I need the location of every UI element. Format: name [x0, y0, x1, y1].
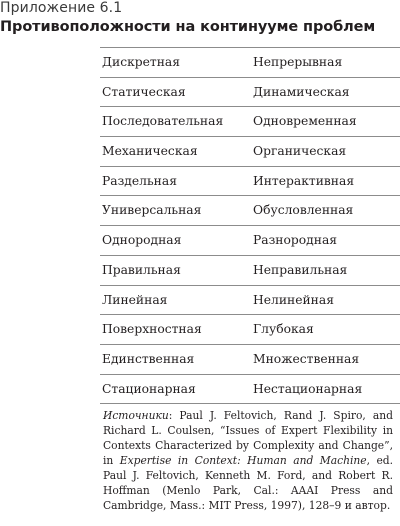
- left-cell: Механическая: [102, 144, 198, 159]
- sources-text-a: : Paul J. Feltovich, Rand J. Spiro, and Richard L. Coulsen, “Issues of Expert Flexibility in Contexts Characterized by Complexity and Change”, in: [103, 409, 393, 467]
- table-row: [100, 345, 400, 375]
- table-row: [100, 78, 400, 108]
- table-row: [100, 256, 400, 286]
- left-cell: Правильная: [102, 262, 181, 277]
- table-row: [100, 286, 400, 316]
- left-cell: Стационарная: [102, 381, 196, 396]
- right-cell: Органическая: [253, 144, 347, 159]
- table-row: [100, 375, 400, 405]
- left-cell: Последовательная: [102, 114, 224, 129]
- right-cell: Разнородная: [253, 233, 338, 248]
- sources-book-title: Expertise in Context: Human and Machine: [119, 454, 367, 467]
- right-cell: Нестационарная: [253, 381, 363, 396]
- opposites-table: [100, 47, 400, 404]
- left-cell: Статическая: [102, 84, 186, 99]
- table-row: [100, 226, 400, 256]
- right-cell: Интерактивная: [253, 173, 355, 188]
- left-cell: Универсальная: [102, 203, 202, 218]
- table-row: [100, 196, 400, 226]
- left-cell: Единственная: [102, 351, 195, 366]
- table-row: [100, 137, 400, 167]
- right-cell: Глубокая: [253, 322, 314, 337]
- right-cell: Неправильная: [253, 262, 348, 277]
- appendix-title: Противоположности на континууме проблем: [0, 19, 376, 35]
- table-row: [100, 47, 400, 78]
- right-cell: Нелинейная: [253, 292, 334, 307]
- left-cell: Линейная: [102, 292, 168, 307]
- right-cell: Множественная: [253, 351, 360, 366]
- right-cell: Одновременная: [253, 114, 357, 129]
- sources-label: Источники: [103, 409, 169, 422]
- right-cell: Обусловленная: [253, 203, 354, 218]
- table-row: [100, 315, 400, 345]
- left-cell: Раздельная: [102, 173, 177, 188]
- appendix-label: Приложение 6.1: [0, 0, 123, 16]
- table-row: [100, 107, 400, 137]
- right-cell: Непрерывная: [253, 55, 343, 69]
- left-cell: Однородная: [102, 233, 182, 248]
- sources-text-b: , ed. Paul J. Feltovich, Kenneth M. Ford, and Robert R. Hoffman (Menlo Park, Cal.: AAAI Press and Cambridge, Mass.: MIT Press, 1997), 128–9 и автор.: [103, 454, 394, 512]
- table-row: [100, 167, 400, 197]
- left-cell: Дискретная: [102, 55, 181, 69]
- sources-note: [103, 408, 393, 513]
- left-cell: Поверхностная: [102, 322, 202, 337]
- right-cell: Динамическая: [253, 84, 350, 99]
